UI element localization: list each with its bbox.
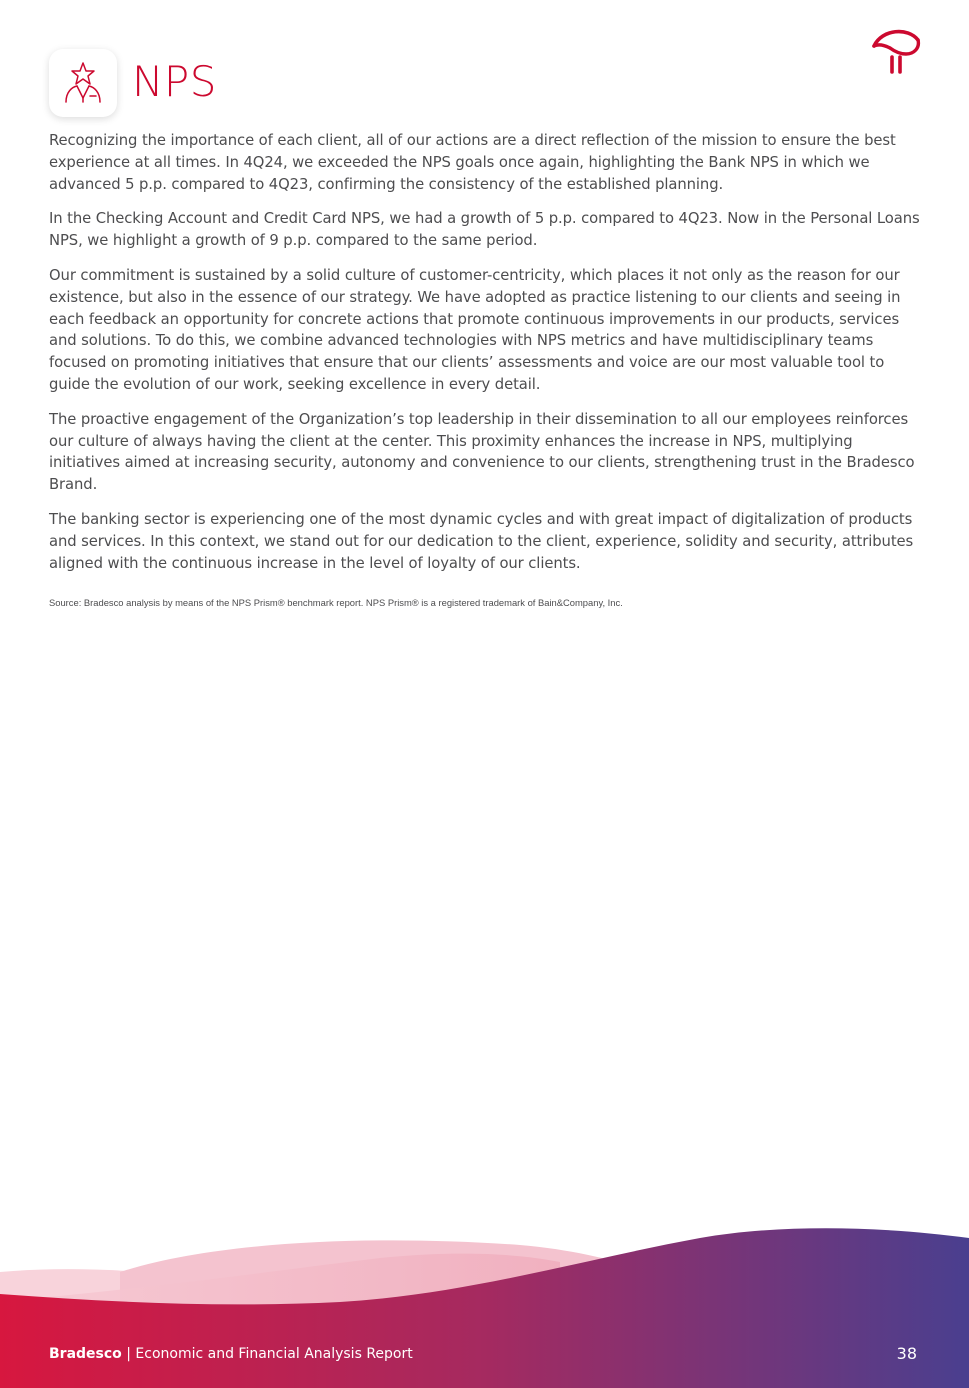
paragraph-customer-centricity: Our commitment is sustained by a solid culture of customer-centricity, which places it not only as the reason for our existence, but also in the essence of our strategy. We have adopted as practice listening to our clients and seeing in each feedback an opportunity for concrete actions that promote continuous improvements in our products, services and solutions. To do this, we combine advanced technologies with NPS metrics and have multidisciplinary teams focused on promoting initiatives that ensure that our clients’ assessments and voice are our most valuable tool to guide the evolution of our work, seeking excellence in every detail. [49, 266, 901, 393]
page-title: NPS [132, 57, 217, 106]
footer-brand-name: Bradesco [49, 1346, 122, 1362]
section-icon-tile [49, 49, 117, 117]
footer-separator: | [121, 1346, 136, 1362]
source-note: Source: Bradesco analysis by means of the NPS Prism® benchmark report. NPS Prism® is a registered trademark of Bain&Company, Inc. [49, 597, 623, 608]
page-number: 38 [896, 1344, 917, 1363]
footer-brand [49, 1346, 413, 1362]
paragraph-banking-sector: The banking sector is experiencing one of the most dynamic cycles and with great impact of digitalization of products and services. In this context, we stand out for our dedication to the client, experience, solidity and security, attributes aligned with the continuous increase in the level of loyalty of our clients. [49, 510, 914, 572]
paragraph-nps-goals: Recognizing the importance of each client, all of our actions are a direct reflection of the mission to ensure the best experience at all times. In 4Q24, we exceeded the NPS goals once again, highlighting the Bank NPS in which we advanced 5 p.p. compared to 4Q23, confirming the consistency of the established planning. [49, 132, 896, 193]
page-header [49, 49, 217, 117]
bradesco-logo [870, 26, 922, 76]
paragraph-checking-credit: In the Checking Account and Credit Card NPS, we had a growth of 5 p.p. compared to 4Q23. Now in the Personal Loans NPS, we highlight a growth of 9 p.p. compared to the same period. [49, 210, 920, 250]
star-person-icon [60, 60, 106, 106]
footer-report-title: Economic and Financial Analysis Report [135, 1346, 413, 1362]
paragraph-leadership: The proactive engagement of the Organization’s top leadership in their dissemination to all our employees reinforces our culture of always having the client at the center. This proximity enhances the increase in NPS, multiplying initiatives aimed at increasing security, autonomy and convenience to our clients, strengthening trust in the Bradesco Brand. [49, 410, 915, 494]
body-text [49, 130, 921, 587]
